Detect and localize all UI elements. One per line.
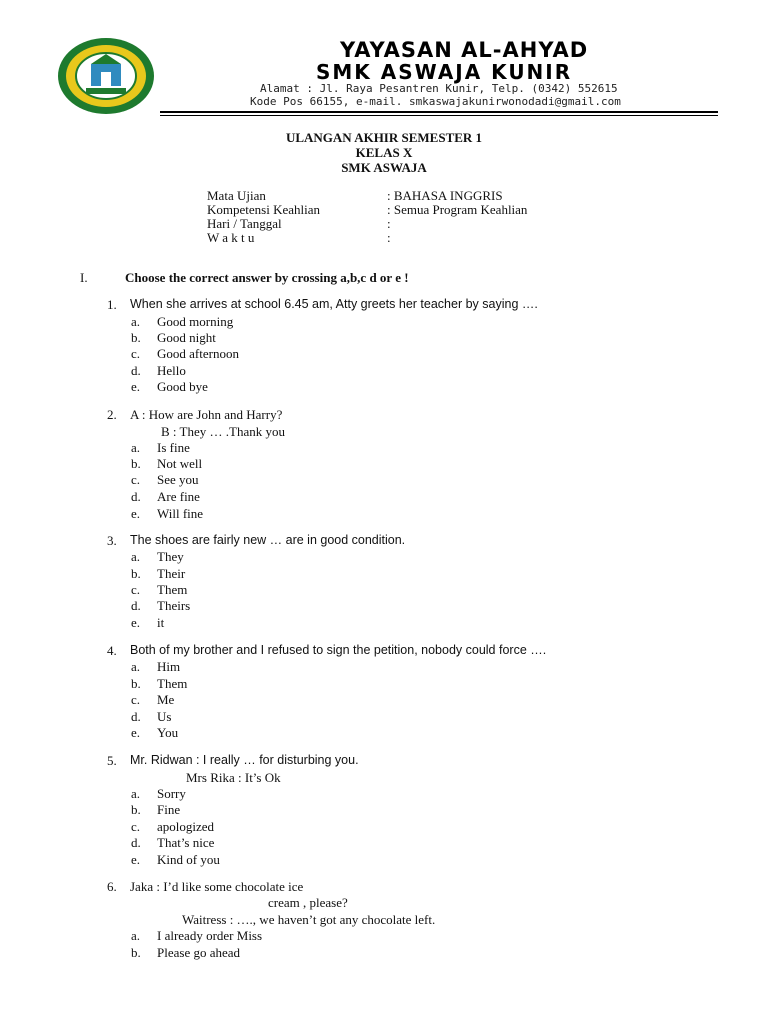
option-a[interactable]: Is fine (157, 440, 190, 455)
question-number: 4. (107, 643, 117, 658)
info-label-date: Hari / Tanggal (207, 216, 282, 231)
option-letter: c. (131, 472, 141, 487)
address-line-1: Alamat : Jl. Raya Pesantren Kunir, Telp. (0342) 552615 (260, 82, 618, 95)
option-letter: d. (131, 598, 141, 613)
info-value-competency: : Semua Program Keahlian (387, 202, 528, 217)
question-6 (107, 879, 737, 964)
option-a[interactable]: They (157, 549, 184, 564)
letterhead-rule (160, 111, 718, 113)
option-letter: c. (131, 819, 141, 834)
exam-school: SMK ASWAJA (341, 160, 427, 175)
option-e[interactable]: Will fine (157, 506, 204, 521)
option-b[interactable]: Fine (157, 802, 181, 817)
info-value-date: : (387, 216, 391, 231)
option-d[interactable]: Theirs (157, 598, 191, 613)
option-b[interactable]: Their (157, 566, 186, 581)
option-letter: e. (131, 725, 141, 740)
address-line-2: Kode Pos 66155, e-mail. smkaswajakunirwonodadi@gmail.com (250, 95, 621, 108)
question-text: A : How are John and Harry? (130, 407, 283, 422)
option-letter: e. (131, 852, 141, 867)
organization-name: YAYASAN AL-AHYAD (340, 38, 589, 62)
option-e[interactable]: Good bye (157, 379, 208, 394)
info-value-time: : (387, 230, 391, 245)
question-number: 1. (107, 297, 117, 312)
question-number: 3. (107, 533, 117, 548)
option-c[interactable]: Me (157, 692, 175, 707)
option-b[interactable]: Not well (157, 456, 203, 471)
option-letter: e. (131, 615, 141, 630)
option-letter: d. (131, 363, 141, 378)
option-a[interactable]: Him (157, 659, 181, 674)
option-d[interactable]: Are fine (157, 489, 200, 504)
option-b[interactable]: Please go ahead (157, 945, 241, 960)
option-letter: b. (131, 945, 141, 960)
question-text: Mr. Ridwan : I really … for disturbing you. (130, 753, 359, 767)
question-text: Both of my brother and I refused to sign the petition, nobody could force …. (130, 643, 547, 657)
dialogue-line: B : They … .Thank you (161, 424, 285, 439)
option-a[interactable]: I already order Miss (157, 928, 263, 943)
info-label-competency: Kompetensi Keahlian (207, 202, 320, 217)
question-text: When she arrives at school 6.45 am, Atty greets her teacher by saying …. (130, 297, 538, 311)
option-letter: c. (131, 692, 141, 707)
option-b[interactable]: Them (157, 676, 188, 691)
dialogue-line: Waitress : …., we haven’t got any chocolate left. (182, 912, 436, 927)
school-name: SMK ASWAJA KUNIR (316, 60, 573, 84)
option-c[interactable]: apologized (157, 819, 215, 834)
option-letter: b. (131, 330, 141, 345)
section-number: I. (80, 270, 88, 285)
info-value-subject: : BAHASA INGGRIS (387, 188, 503, 203)
option-c[interactable]: See you (157, 472, 199, 487)
option-e[interactable]: You (157, 725, 179, 740)
option-c[interactable]: Them (157, 582, 188, 597)
exam-class: KELAS X (355, 145, 413, 160)
question-number: 2. (107, 407, 117, 422)
option-b[interactable]: Good night (157, 330, 216, 345)
option-letter: c. (131, 582, 141, 597)
info-label-subject: Mata Ujian (207, 188, 266, 203)
option-letter: b. (131, 566, 141, 581)
question-text: Jaka : I’d like some chocolate ice (130, 879, 304, 894)
question-number: 5. (107, 753, 117, 768)
option-letter: a. (131, 928, 141, 943)
option-d[interactable]: Us (157, 709, 172, 724)
letterhead-rule-thin (160, 115, 718, 116)
option-letter: b. (131, 802, 141, 817)
info-label-time: W a k t u (207, 230, 255, 245)
option-letter: e. (131, 506, 141, 521)
school-logo (56, 36, 156, 116)
question-number: 6. (107, 879, 117, 894)
option-d[interactable]: Hello (157, 363, 186, 378)
section-instruction: Choose the correct answer by crossing a,b,c d or e ! (125, 270, 409, 285)
option-d[interactable]: That’s nice (157, 835, 215, 850)
question-text: The shoes are fairly new … are in good condition. (130, 533, 406, 547)
question-1 (107, 297, 737, 397)
dialogue-line: cream , please? (268, 895, 348, 910)
option-letter: a. (131, 786, 141, 801)
question-3 (107, 533, 737, 633)
question-2 (107, 407, 737, 522)
option-letter: d. (131, 709, 141, 724)
option-letter: b. (131, 676, 141, 691)
question-5 (107, 753, 737, 868)
question-4 (107, 643, 737, 743)
option-letter: c. (131, 346, 141, 361)
exam-title: ULANGAN AKHIR SEMESTER 1 (285, 130, 483, 145)
option-letter: a. (131, 659, 141, 674)
option-letter: e. (131, 379, 141, 394)
option-a[interactable]: Sorry (157, 786, 186, 801)
option-letter: a. (131, 440, 141, 455)
dialogue-line: Mrs Rika : It’s Ok (186, 770, 281, 785)
option-letter: a. (131, 549, 141, 564)
option-letter: d. (131, 489, 141, 504)
option-letter: b. (131, 456, 141, 471)
option-letter: d. (131, 835, 141, 850)
option-a[interactable]: Good morning (157, 314, 234, 329)
option-e[interactable]: it (157, 615, 165, 630)
option-letter: a. (131, 314, 141, 329)
option-c[interactable]: Good afternoon (157, 346, 239, 361)
option-e[interactable]: Kind of you (157, 852, 220, 867)
